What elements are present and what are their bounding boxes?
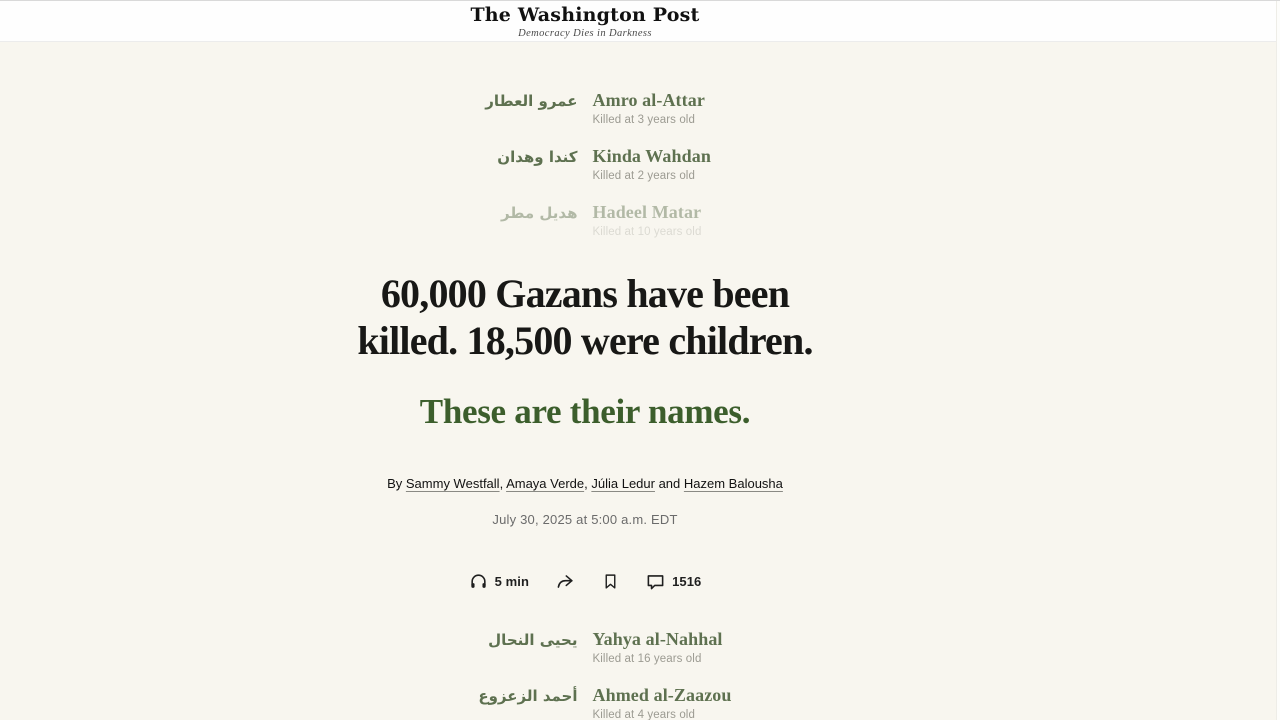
save-button[interactable] bbox=[602, 572, 619, 591]
masthead-tagline: Democracy Dies in Darkness bbox=[518, 28, 652, 39]
article-action-bar bbox=[0, 572, 1170, 591]
byline bbox=[0, 475, 1170, 492]
author-link[interactable]: Amaya Verde bbox=[506, 476, 585, 491]
byline-separator: By bbox=[387, 476, 406, 491]
victim-name-english: Kinda Wahdan bbox=[592, 146, 711, 166]
listen-duration-label: 5 min bbox=[494, 574, 530, 589]
wapo-logo[interactable] bbox=[0, 6, 1170, 39]
share-icon bbox=[556, 572, 575, 591]
victim-name-row bbox=[0, 148, 1170, 183]
scrollbar[interactable] bbox=[1276, 1, 1280, 720]
victim-name-arabic: يحيى النحال bbox=[488, 631, 578, 649]
byline-separator: and bbox=[654, 476, 684, 491]
share-button[interactable] bbox=[556, 572, 575, 591]
victim-name-english: Yahya al-Nahhal bbox=[592, 629, 723, 649]
article-main bbox=[0, 42, 1170, 720]
victim-names-list-bottom bbox=[0, 591, 1170, 720]
victim-name-row bbox=[0, 204, 1170, 239]
victim-name-english: Ahmed al-Zaazou bbox=[592, 685, 732, 705]
comments-button[interactable] bbox=[646, 572, 701, 591]
victim-age-caption: Killed at 3 years old bbox=[592, 114, 695, 126]
article-subheadline: These are their names. bbox=[419, 392, 751, 431]
victim-name-arabic: كندا وهدان bbox=[497, 148, 578, 166]
victim-name-col bbox=[593, 631, 1171, 666]
victim-age-caption: Killed at 10 years old bbox=[592, 226, 702, 238]
headphones-icon bbox=[469, 572, 488, 591]
comments-count: 1516 bbox=[672, 574, 702, 589]
author-link[interactable]: Hazem Balousha bbox=[683, 476, 783, 491]
victim-name-arabic: أحمد الزعزوع bbox=[478, 687, 578, 705]
victim-name-arabic: هديل مطر bbox=[500, 204, 578, 222]
victim-name-arabic: عمرو العطار bbox=[485, 92, 578, 110]
victim-names-list-top bbox=[0, 42, 1170, 239]
site-header bbox=[0, 1, 1280, 42]
comment-icon bbox=[646, 572, 665, 591]
byline-separator: , bbox=[499, 476, 507, 491]
byline-separator: , bbox=[584, 476, 592, 491]
victim-name-row bbox=[0, 687, 1170, 720]
listen-button[interactable] bbox=[469, 572, 529, 591]
dateline: July 30, 2025 at 5:00 a.m. EDT bbox=[492, 512, 678, 527]
victim-name-col bbox=[593, 687, 1171, 720]
victim-name-row bbox=[0, 92, 1170, 127]
author-link[interactable]: Sammy Westfall bbox=[405, 476, 500, 491]
bookmark-icon bbox=[602, 572, 619, 591]
victim-name-row bbox=[0, 631, 1170, 666]
victim-name-col bbox=[593, 92, 1171, 127]
victim-name-english: Hadeel Matar bbox=[592, 202, 702, 222]
masthead-title: The Washington Post bbox=[470, 4, 700, 26]
headline-line-1: 60,000 Gazans have been bbox=[380, 271, 790, 316]
victim-age-caption: Killed at 4 years old bbox=[592, 709, 695, 720]
article-headline bbox=[0, 270, 1170, 364]
author-link[interactable]: Júlia Ledur bbox=[591, 476, 655, 491]
victim-name-col bbox=[593, 148, 1171, 183]
victim-age-caption: Killed at 2 years old bbox=[592, 170, 695, 182]
headline-line-2: killed. 18,500 were children. bbox=[357, 318, 813, 363]
victim-name-col bbox=[593, 204, 1171, 239]
victim-name-english: Amro al-Attar bbox=[592, 90, 705, 110]
victim-age-caption: Killed at 16 years old bbox=[592, 653, 702, 665]
